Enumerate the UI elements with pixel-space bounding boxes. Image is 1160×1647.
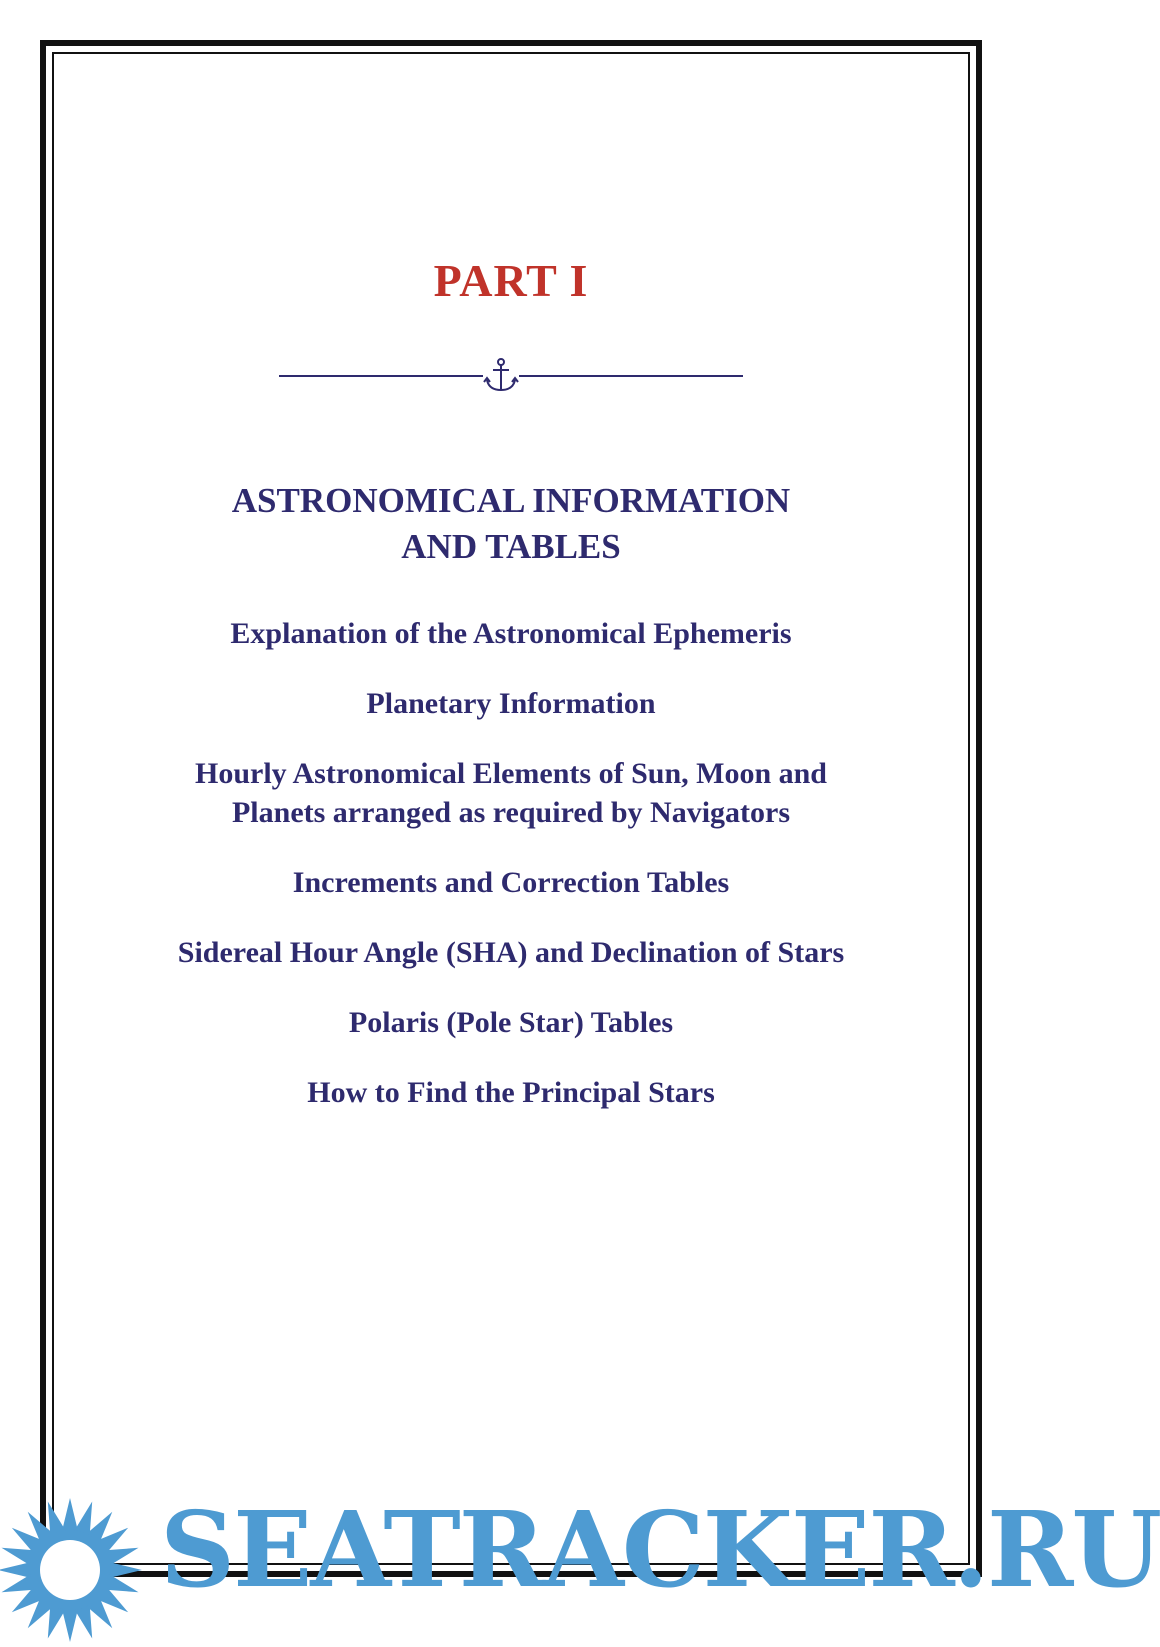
list-item-text: Explanation of the Astronomical Ephemeris [230, 617, 792, 650]
list-item [54, 754, 968, 832]
watermark [0, 1488, 1160, 1647]
contents-list [54, 614, 968, 1143]
anchor-icon [484, 359, 518, 390]
list-item [54, 684, 968, 723]
section-title-line-1: ASTRONOMICAL INFORMATION [231, 481, 791, 520]
list-item [54, 614, 968, 653]
part-title: PART I [433, 255, 589, 306]
watermark-text: SEATRACKER.RU [160, 1488, 1160, 1611]
list-item-text: Hourly Astronomical Elements of Sun, Moon and [194, 757, 827, 790]
list-item [54, 1073, 968, 1112]
list-item-text-line-2: Planets arranged as required by Navigators [231, 796, 791, 829]
list-item [54, 1003, 968, 1042]
list-item [54, 863, 968, 902]
list-item [54, 933, 968, 972]
section-title [54, 478, 968, 570]
list-item-text: Planetary Information [366, 687, 656, 720]
list-item-text: Increments and Correction Tables [292, 866, 730, 899]
list-item-text: How to Find the Principal Stars [307, 1076, 715, 1109]
list-item-text: Polaris (Pole Star) Tables [348, 1006, 674, 1039]
sunburst-logo-icon [0, 1490, 150, 1640]
anchor-divider [279, 356, 743, 396]
section-title-line-2: AND TABLES [401, 527, 621, 566]
list-item-text: Sidereal Hour Angle (SHA) and Declination of Stars [177, 936, 845, 969]
